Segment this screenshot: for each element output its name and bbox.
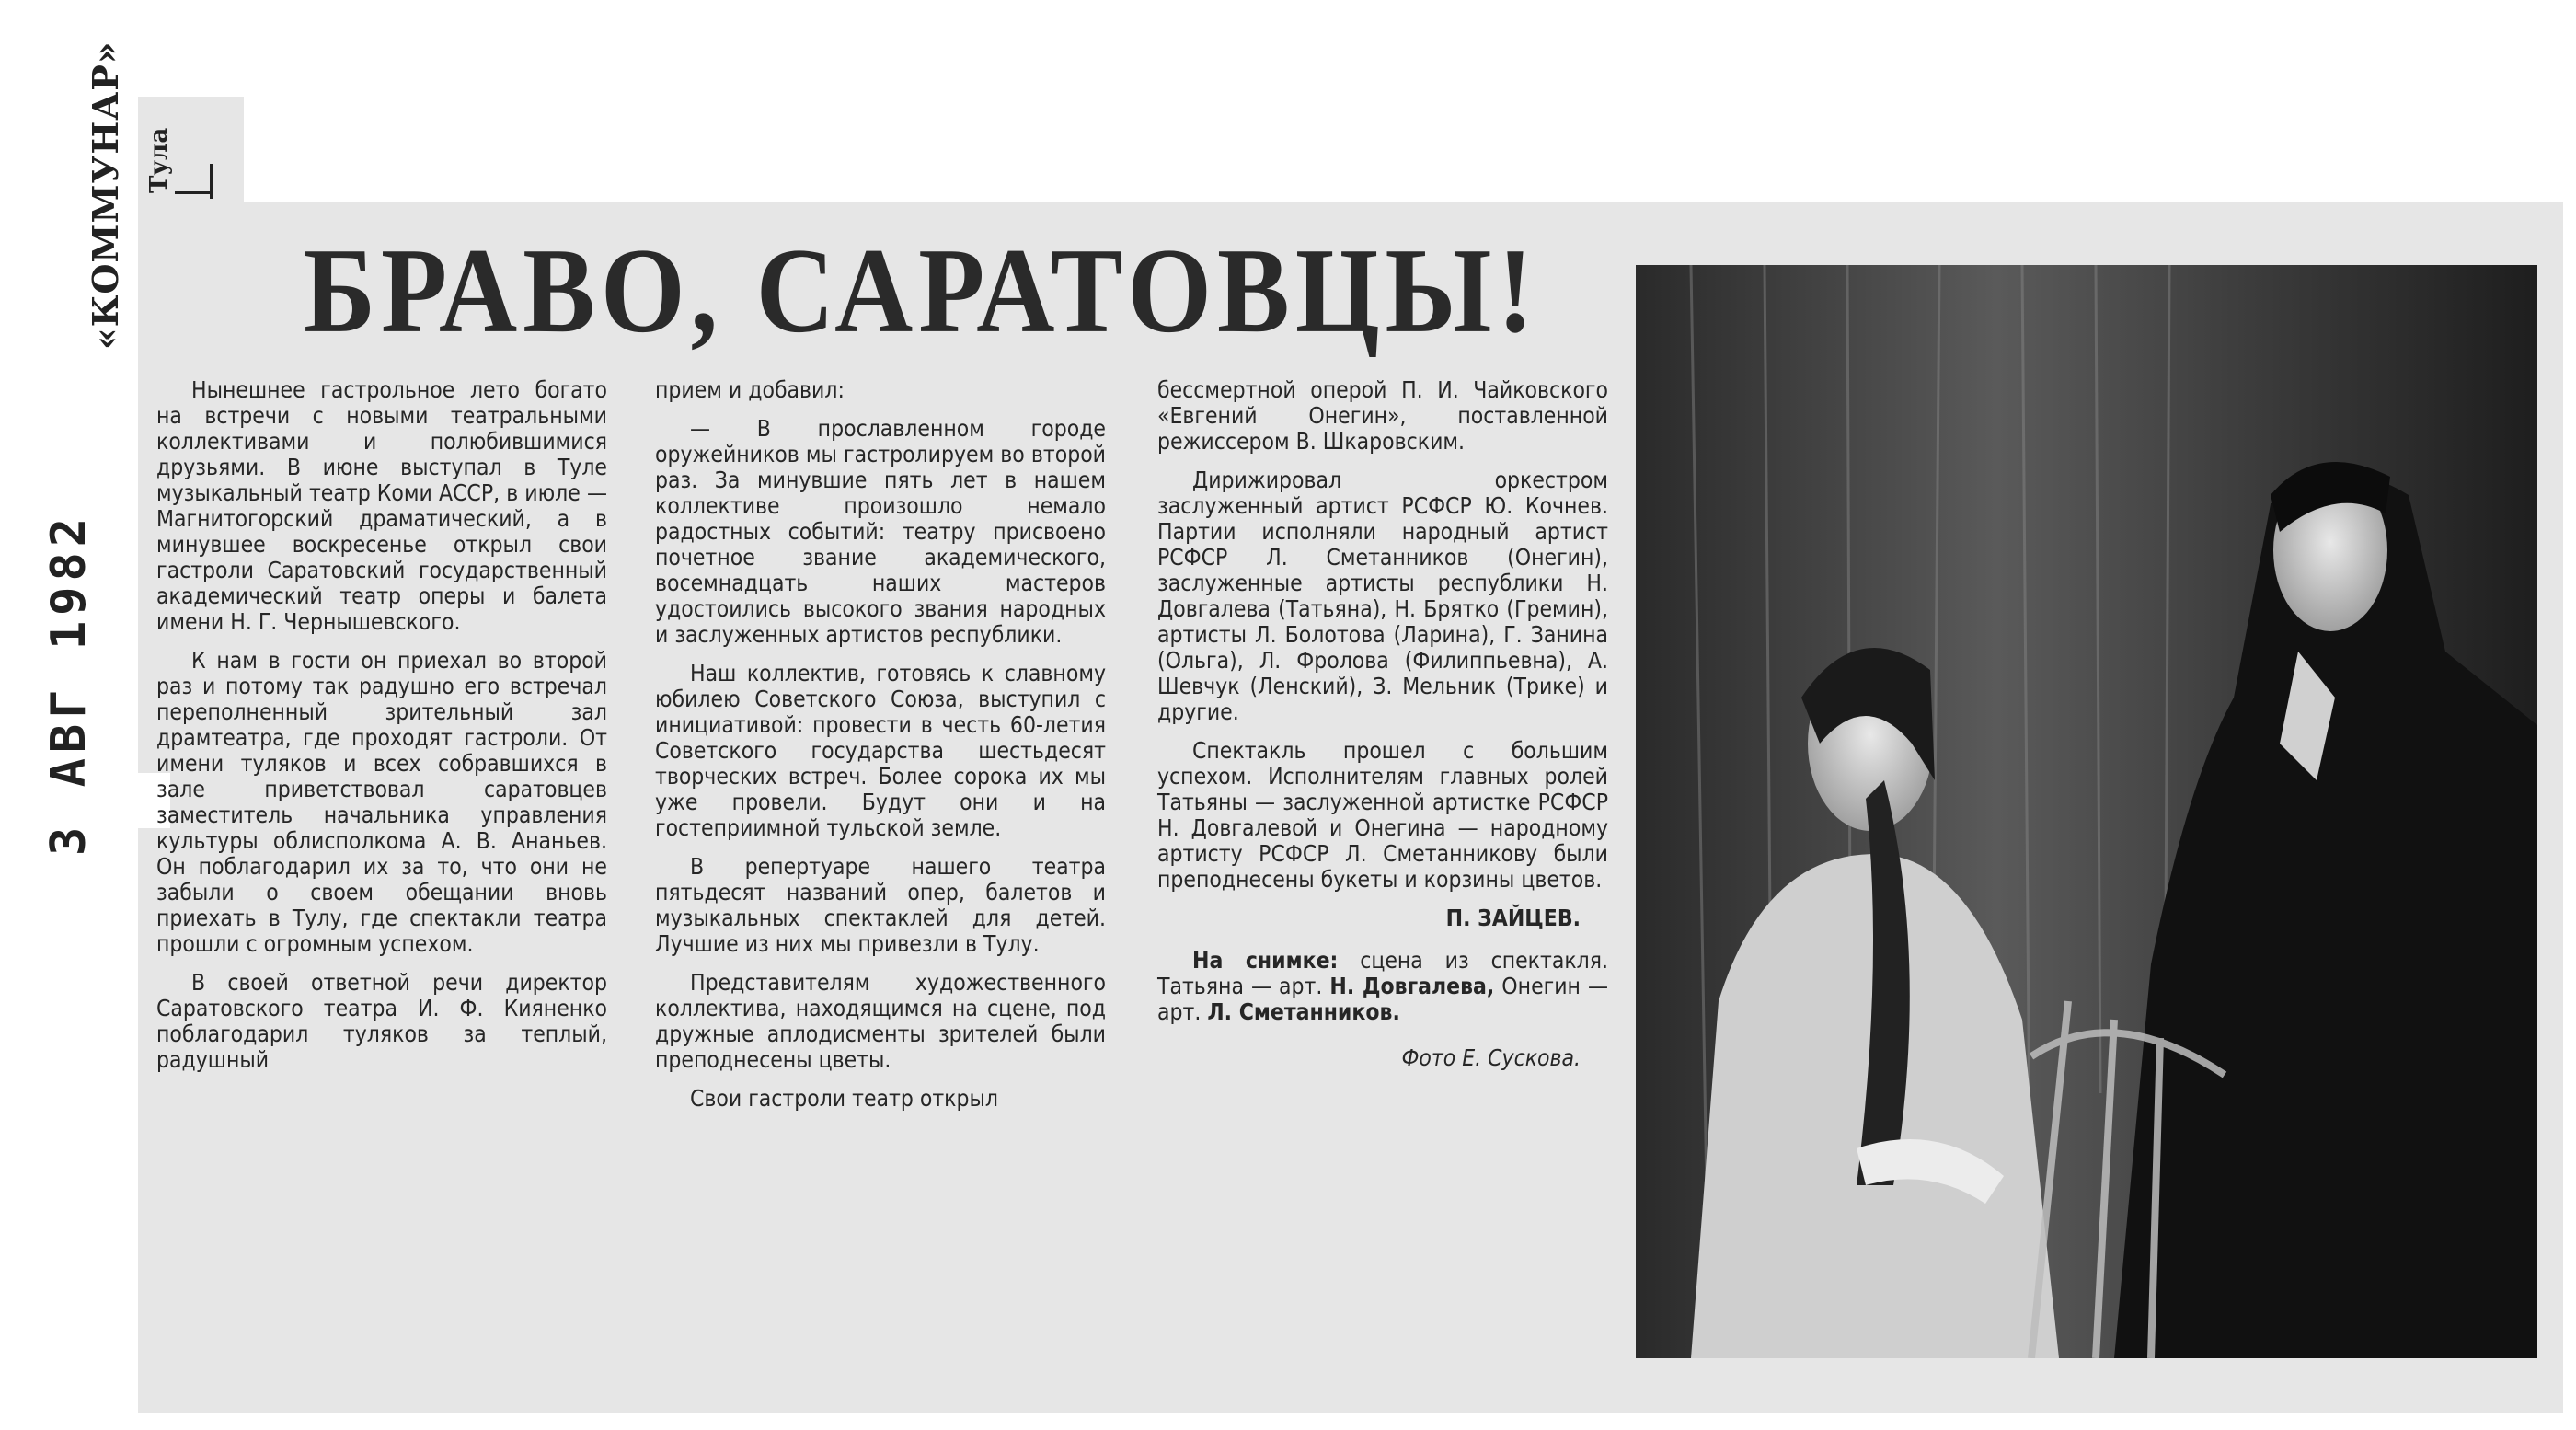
article-column-2 [655, 377, 1106, 1124]
paragraph: Спектакль прошел с большим успехом. Исполнителям главных ролей Татьяны — заслуженной артистке РСФСР Н. Довгалевой и Онегина — народному артисту РСФСР Л. Сметанникову были преподнесены букеты и корзины цветов. [1157, 737, 1608, 893]
photo-caption [1157, 948, 1608, 1025]
paragraph: прием и добавил: [655, 376, 845, 403]
caption-text: Онегин — арт. [1157, 973, 1608, 1025]
paragraph: Дирижировал оркестром заслуженный артист РСФСР Ю. Кочнев. Партии исполняли народный артист РСФСР Л. Сметанников (Онегин), заслуженные артисты республики Н. Довгалева (Татьяна), Н. Брятко (Гремин), артисты Л. Болотова (Ларина), Г. Занина (Ольга), Л. Фролова (Филиппьевна), А. Шевчук (Ленский), З. Мельник (Трике) и другие. [1157, 467, 1608, 725]
source-rule [175, 191, 212, 194]
caption-lead: На снимке: [1192, 947, 1339, 974]
paragraph: бессмертной оперой П. И. Чайковского «Евгений Онегин», поставленной режиссером В. Шкаровским. [1157, 376, 1608, 455]
photo-image [1636, 265, 2537, 1358]
source-rule-vertical [210, 164, 213, 199]
caption-text: сцена из спектакля. Татьяна — арт. [1157, 947, 1608, 999]
article-column-1 [156, 377, 607, 1086]
paragraph: Нынешнее гастрольное лето богато на встречи с новыми театральными коллективами и полюбившимися друзьями. В июне выступал в Туле музыкальный театр Коми АССР, в июле — Магнитогорский драматический, а в минувшее воскресенье открыл свои гастроли Саратовский государственный академический театр оперы и балета имени Н. Г. Чернышевского. [156, 376, 607, 635]
paragraph: К нам в гости он приехал во второй раз и потому так радушно его встречал переполненный зрительный зал драмтеатра, где проходят гастроли. От имени туляков и всех собравшихся в зале приветствовал саратовцев заместитель начальника управления культуры облисполкома А. В. Ананьев. Он поблагодарил их за то, что они не забыли о своем обещании вновь приехать в Тулу, где спектакли театра прошли с огромным успехом. [156, 647, 607, 957]
caption-name-1: Н. Довгалева, [1329, 973, 1495, 999]
paragraph: Наш коллектив, готовясь к славному юбилею Советского Союза, выступил с инициативой: провести в честь 60-летия Советского государства шестьдесят творческих встреч. Более сорока их мы уже провели. Будут они и на гостеприимной тульской земле. [655, 660, 1106, 841]
city-label: Тула [145, 127, 173, 193]
author-signature: П. ЗАЙЦЕВ. [1445, 905, 1581, 931]
date-stamp: 3 АВГ 1982 [41, 512, 97, 856]
newspaper-name: «КОММУНАР» [85, 40, 126, 350]
paragraph: В репертуаре нашего театра пятьдесят названий опер, балетов и музыкальных спектаклей для детей. Лучшие из них мы привезли в Тулу. [655, 853, 1106, 957]
paragraph: — В прославленном городе оружейников мы гастролируем во второй раз. За минувшие пять лет в нашем коллективе произошло немало радостных событий: театру присвоено почетное звание академического, восемнадцать наших мастеров удостоились высокого звания народных и заслуженных артистов республики. [655, 415, 1106, 648]
scene-photograph [1636, 265, 2537, 1358]
article-column-3 [1157, 377, 1608, 1071]
paragraph: Представителям художественного коллектива, находящимся на сцене, под дружные аплодисменты зрителей были преподнесены цветы. [655, 969, 1106, 1073]
paragraph: В своей ответной речи директор Саратовского театра И. Ф. Кияненко поблагодарил туляков за теплый, радушный [156, 969, 607, 1073]
caption-name-2: Л. Сметанников. [1207, 998, 1400, 1025]
article-headline: БРАВО, САРАТОВЦЫ! [304, 223, 1539, 358]
photo-credit: Фото Е. Сускова. [1401, 1044, 1581, 1071]
paragraph: Свои гастроли театр открыл [690, 1085, 998, 1112]
